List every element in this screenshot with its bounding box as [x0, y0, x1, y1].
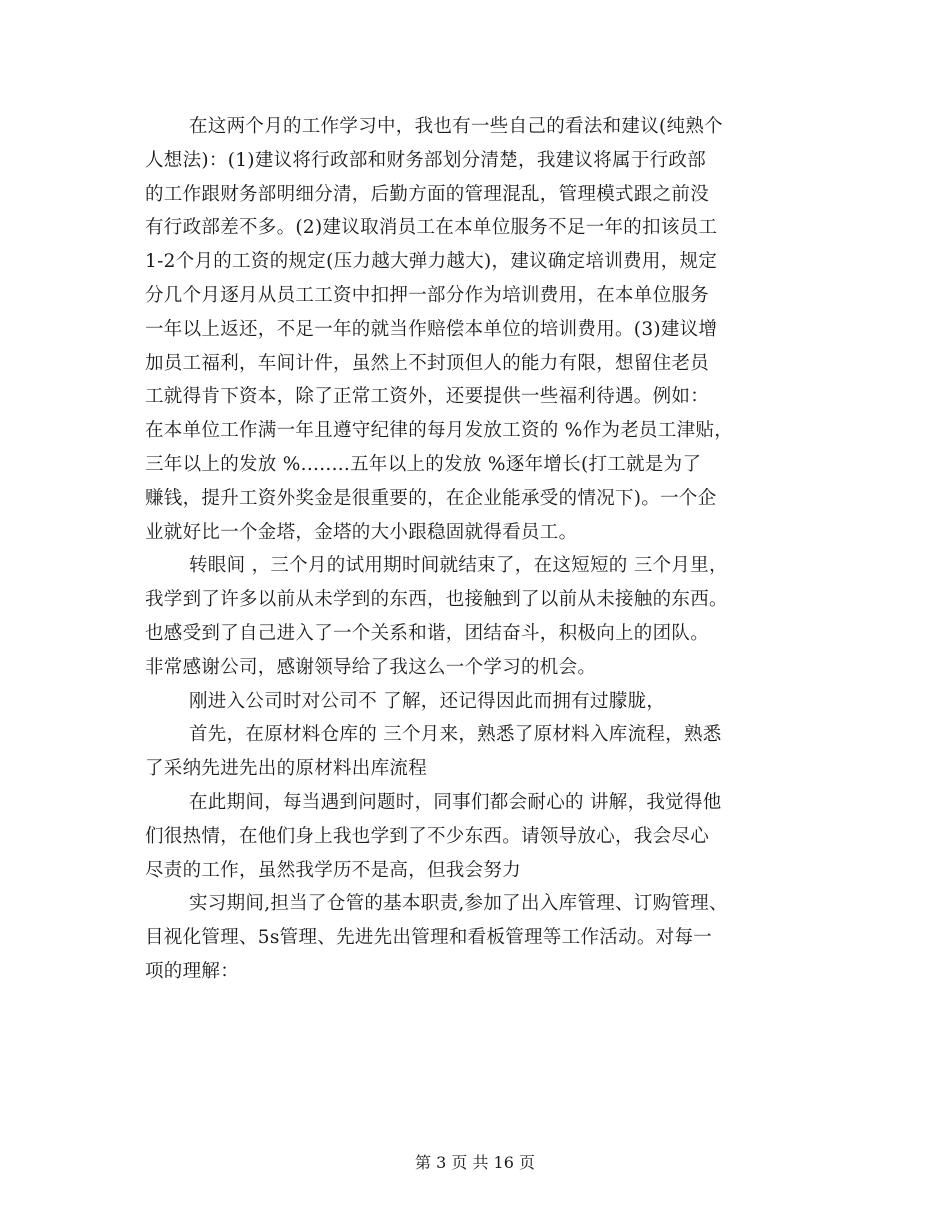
text-line: 刚进入公司时对公司不 了解，还记得因此而拥有过朦胧， — [189, 690, 666, 712]
text-line: 赚钱，提升工资外奖金是很重要的，在企业能承受的情况下)。一个企 — [145, 487, 717, 509]
text-line: 首先，在原材料仓库的 三个月来，熟悉了原材料入库流程，熟悉 — [189, 724, 722, 746]
text-line: 业就好比一个金塔，金塔的大小跟稳固就得看员工。 — [145, 521, 578, 543]
text-line: 分几个月逐月从员工工资中扣押一部分作为培训费用，在本单位服务 — [145, 284, 710, 306]
text-line: 我学到了许多以前从未学到的东西，也接触到了以前从未接触的东西。 — [145, 589, 728, 611]
text-line: 也感受到了自己进入了一个关系和谐，团结奋斗，积极向上的团队。 — [145, 622, 710, 644]
text-line: 的工作跟财务部明细分清，后勤方面的管理混乱，管理模式跟之前没 — [145, 183, 710, 205]
text-line: 在本单位工作满一年且遵守纪律的每月发放工资的 %作为老员工津贴， — [145, 420, 734, 442]
text-line: 目视化管理、5s管理、先进先出管理和看板管理等工作活动。对每一 — [145, 927, 713, 949]
text-line: 转眼间 ，三个月的试用期时间就结束了，在这短短的 三个月里， — [189, 555, 728, 577]
text-line: 有行政部差不多。(2)建议取消员工在本单位服务不足一年的扣该员工 — [145, 217, 718, 239]
text-line: 们很热情，在他们身上我也学到了不少东西。请领导放心，我会尽心 — [145, 825, 710, 847]
text-line: 实习期间,担当了仓管的基本职责,参加了出入库管理、订购管理、 — [189, 893, 728, 915]
text-line: 在此期间，每当遇到问题时，同事们都会耐心的 讲解，我觉得他 — [189, 791, 722, 813]
text-line: 尽责的工作，虽然我学历不是高，但我会努力 — [145, 859, 522, 881]
text-line: 加员工福利，车间计件，虽然上不封顶但人的能力有限，想留住老员 — [145, 352, 710, 374]
text-line: 一年以上返还，不足一年的就当作赔偿本单位的培训费用。(3)建议增 — [145, 318, 718, 340]
text-line: 1-2个月的工资的规定(压力越大弹力越大)，建议确定培训费用，规定 — [145, 251, 718, 273]
text-line: 在这两个月的工作学习中，我也有一些自己的看法和建议(纯熟个 — [189, 116, 723, 137]
text-line: 三年以上的发放 %........五年以上的发放 %逐年增长(打工就是为了 — [145, 453, 702, 475]
text-line: 了采纳先进先出的原材料出库流程 — [145, 758, 428, 780]
text-line: 项的理解： — [145, 960, 240, 982]
body-text — [145, 110, 810, 989]
text-line: 人想法)：(1)建议将行政部和财务部划分清楚，我建议将属于行政部 — [145, 149, 707, 171]
text-line: 工就得肯下资本，除了正常工资外，还要提供一些福利待遇。例如： — [145, 386, 710, 408]
text-line: 非常感谢公司，感谢领导给了我这么一个学习的机会。 — [145, 656, 597, 678]
page-footer: 第 3 页 共 16 页 — [415, 1153, 535, 1172]
